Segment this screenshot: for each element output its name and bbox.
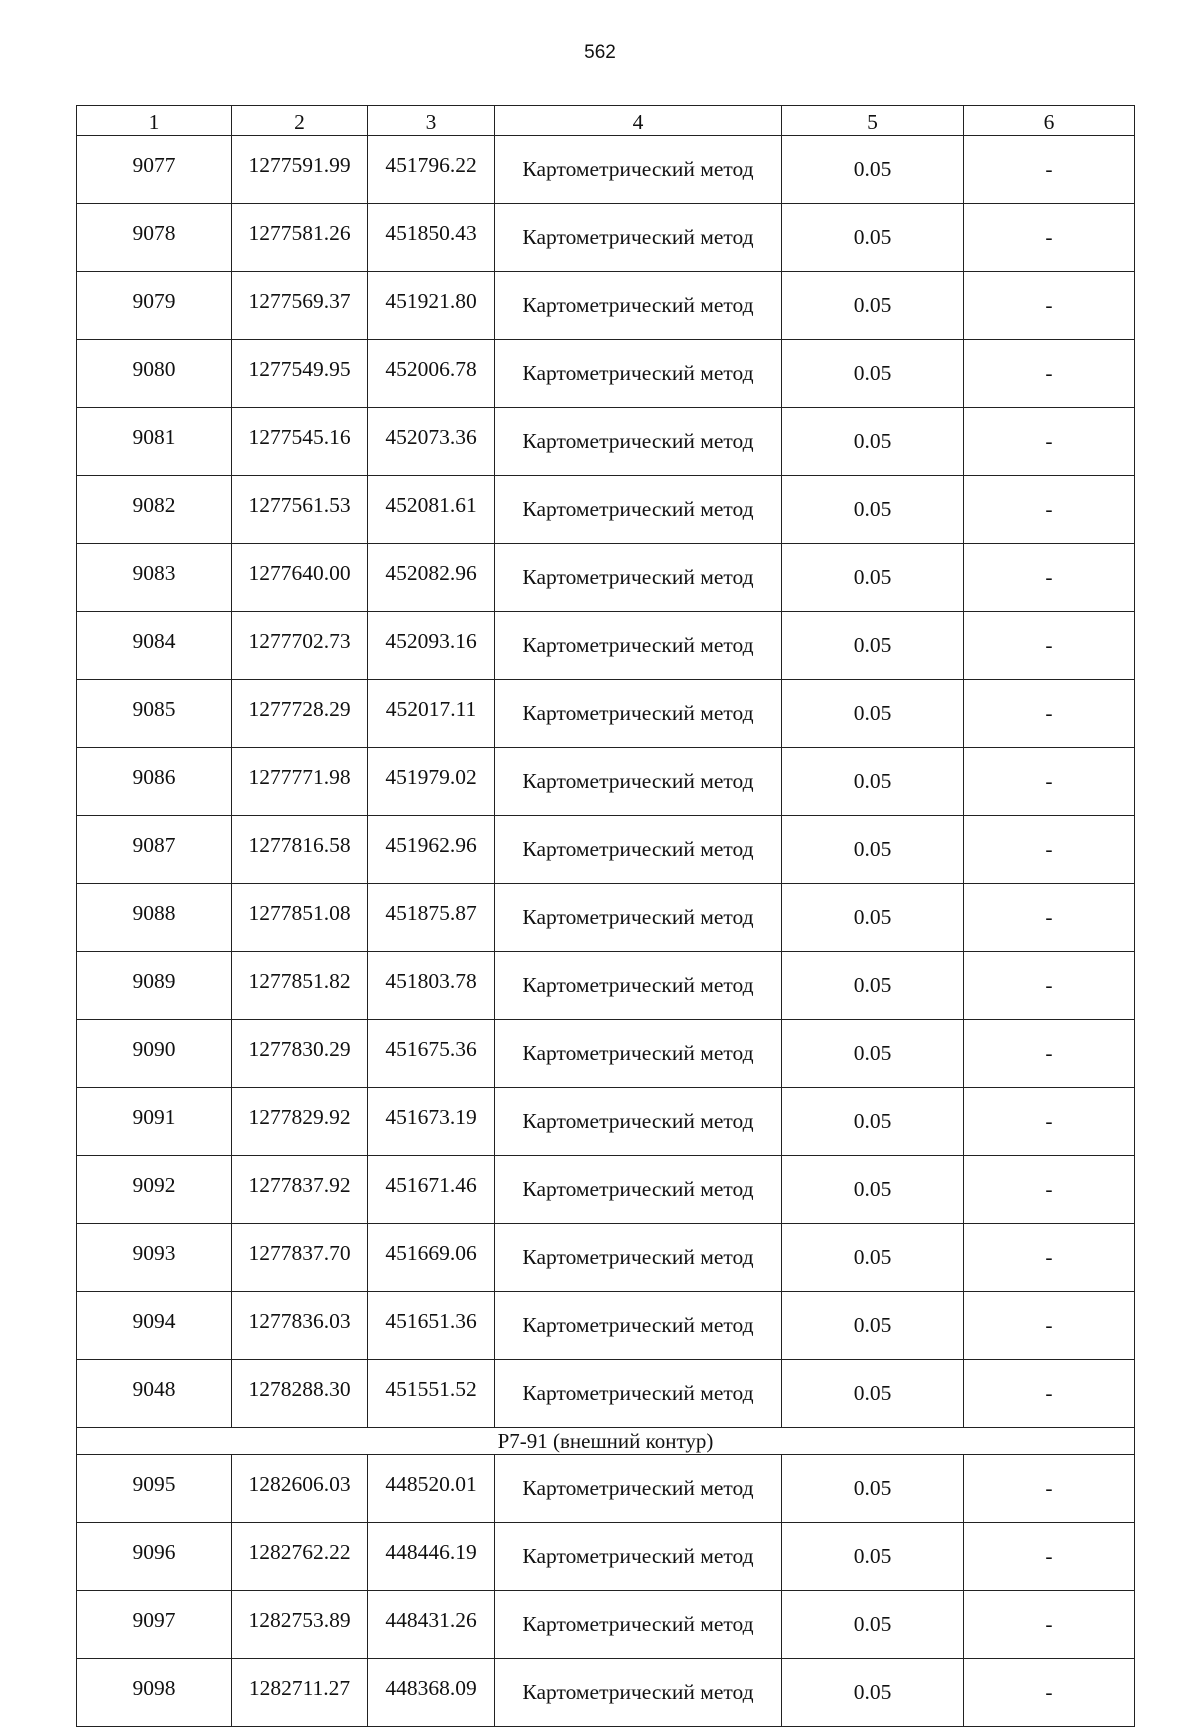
note-cell: - [964,1156,1135,1224]
note-cell: - [964,476,1135,544]
point-id-cell: 9089 [77,952,232,1020]
point-id-cell: 9079 [77,272,232,340]
error-cell: 0.05 [782,1088,964,1156]
x-coordinate-cell: 1277561.53 [232,476,368,544]
error-cell: 0.05 [782,1360,964,1428]
y-coordinate-cell: 451671.46 [368,1156,495,1224]
header-cell: 6 [964,106,1135,136]
note-cell: - [964,612,1135,680]
method-cell: Картометрический метод [495,476,782,544]
table-row [77,1292,1135,1360]
method-cell: Картометрический метод [495,408,782,476]
note-cell: - [964,408,1135,476]
error-cell: 0.05 [782,952,964,1020]
y-coordinate-cell: 451962.96 [368,816,495,884]
error-cell: 0.05 [782,1224,964,1292]
method-cell: Картометрический метод [495,1659,782,1727]
y-coordinate-cell: 451651.36 [368,1292,495,1360]
table-row [77,952,1135,1020]
note-cell: - [964,1292,1135,1360]
header-row [77,106,1135,136]
error-cell: 0.05 [782,1292,964,1360]
point-id-cell: 9086 [77,748,232,816]
table-row [77,1659,1135,1727]
section-body [77,1428,1135,1455]
table-row [77,1591,1135,1659]
header-cell: 1 [77,106,232,136]
note-cell: - [964,816,1135,884]
y-coordinate-cell: 451921.80 [368,272,495,340]
table-row [77,340,1135,408]
table-row [77,204,1135,272]
table-row [77,884,1135,952]
point-id-cell: 9081 [77,408,232,476]
point-id-cell: 9098 [77,1659,232,1727]
y-coordinate-cell: 451875.87 [368,884,495,952]
y-coordinate-cell: 451675.36 [368,1020,495,1088]
error-cell: 0.05 [782,204,964,272]
point-id-cell: 9094 [77,1292,232,1360]
table-row [77,1224,1135,1292]
table-row [77,816,1135,884]
y-coordinate-cell: 451669.06 [368,1224,495,1292]
y-coordinate-cell: 451673.19 [368,1088,495,1156]
method-cell: Картометрический метод [495,680,782,748]
point-id-cell: 9095 [77,1455,232,1523]
x-coordinate-cell: 1277836.03 [232,1292,368,1360]
note-cell: - [964,544,1135,612]
method-cell: Картометрический метод [495,1156,782,1224]
y-coordinate-cell: 451850.43 [368,204,495,272]
point-id-cell: 9093 [77,1224,232,1292]
x-coordinate-cell: 1277728.29 [232,680,368,748]
method-cell: Картометрический метод [495,204,782,272]
error-cell: 0.05 [782,1156,964,1224]
point-id-cell: 9085 [77,680,232,748]
note-cell: - [964,272,1135,340]
note-cell: - [964,1224,1135,1292]
section-row [77,1428,1135,1455]
method-cell: Картометрический метод [495,1455,782,1523]
y-coordinate-cell: 451796.22 [368,136,495,204]
method-cell: Картометрический метод [495,816,782,884]
x-coordinate-cell: 1282762.22 [232,1523,368,1591]
x-coordinate-cell: 1277851.82 [232,952,368,1020]
y-coordinate-cell: 448520.01 [368,1455,495,1523]
x-coordinate-cell: 1277830.29 [232,1020,368,1088]
note-cell: - [964,136,1135,204]
y-coordinate-cell: 452017.11 [368,680,495,748]
error-cell: 0.05 [782,1591,964,1659]
method-cell: Картометрический метод [495,612,782,680]
header-cell: 3 [368,106,495,136]
error-cell: 0.05 [782,544,964,612]
error-cell: 0.05 [782,1523,964,1591]
note-cell: - [964,680,1135,748]
point-id-cell: 9096 [77,1523,232,1591]
y-coordinate-cell: 448446.19 [368,1523,495,1591]
method-cell: Картометрический метод [495,952,782,1020]
x-coordinate-cell: 1277702.73 [232,612,368,680]
section-title: Р7-91 (внешний контур) [77,1428,1135,1455]
x-coordinate-cell: 1277837.92 [232,1156,368,1224]
table-row [77,1360,1135,1428]
error-cell: 0.05 [782,1455,964,1523]
table-row [77,476,1135,544]
x-coordinate-cell: 1277816.58 [232,816,368,884]
y-coordinate-cell: 452093.16 [368,612,495,680]
table-row [77,1088,1135,1156]
table-row [77,680,1135,748]
x-coordinate-cell: 1277569.37 [232,272,368,340]
note-cell: - [964,1523,1135,1591]
x-coordinate-cell: 1277640.00 [232,544,368,612]
point-id-cell: 9083 [77,544,232,612]
error-cell: 0.05 [782,340,964,408]
table-row [77,272,1135,340]
point-id-cell: 9080 [77,340,232,408]
table-row [77,612,1135,680]
x-coordinate-cell: 1277851.08 [232,884,368,952]
table-body-a [77,136,1135,1428]
error-cell: 0.05 [782,1659,964,1727]
x-coordinate-cell: 1282711.27 [232,1659,368,1727]
y-coordinate-cell: 452006.78 [368,340,495,408]
method-cell: Картометрический метод [495,272,782,340]
method-cell: Картометрический метод [495,884,782,952]
table-row [77,1523,1135,1591]
method-cell: Картометрический метод [495,1523,782,1591]
table-row [77,1455,1135,1523]
y-coordinate-cell: 451803.78 [368,952,495,1020]
method-cell: Картометрический метод [495,1292,782,1360]
y-coordinate-cell: 452073.36 [368,408,495,476]
y-coordinate-cell: 452081.61 [368,476,495,544]
table-row [77,136,1135,204]
method-cell: Картометрический метод [495,544,782,612]
note-cell: - [964,1455,1135,1523]
table-row [77,1156,1135,1224]
method-cell: Картометрический метод [495,340,782,408]
header-cell: 5 [782,106,964,136]
point-id-cell: 9090 [77,1020,232,1088]
note-cell: - [964,884,1135,952]
error-cell: 0.05 [782,612,964,680]
note-cell: - [964,748,1135,816]
error-cell: 0.05 [782,884,964,952]
x-coordinate-cell: 1277771.98 [232,748,368,816]
y-coordinate-cell: 451979.02 [368,748,495,816]
table-row [77,544,1135,612]
x-coordinate-cell: 1282606.03 [232,1455,368,1523]
note-cell: - [964,1020,1135,1088]
table-row [77,748,1135,816]
x-coordinate-cell: 1277581.26 [232,204,368,272]
error-cell: 0.05 [782,136,964,204]
point-id-cell: 9078 [77,204,232,272]
x-coordinate-cell: 1277837.70 [232,1224,368,1292]
y-coordinate-cell: 448431.26 [368,1591,495,1659]
method-cell: Картометрический метод [495,136,782,204]
note-cell: - [964,204,1135,272]
x-coordinate-cell: 1277549.95 [232,340,368,408]
method-cell: Картометрический метод [495,1591,782,1659]
method-cell: Картометрический метод [495,1020,782,1088]
error-cell: 0.05 [782,816,964,884]
method-cell: Картометрический метод [495,1224,782,1292]
error-cell: 0.05 [782,1020,964,1088]
method-cell: Картометрический метод [495,1360,782,1428]
error-cell: 0.05 [782,680,964,748]
point-id-cell: 9082 [77,476,232,544]
y-coordinate-cell: 448368.09 [368,1659,495,1727]
header-cell: 2 [232,106,368,136]
method-cell: Картометрический метод [495,1088,782,1156]
x-coordinate-cell: 1277545.16 [232,408,368,476]
y-coordinate-cell: 452082.96 [368,544,495,612]
table-row [77,1020,1135,1088]
error-cell: 0.05 [782,476,964,544]
method-cell: Картометрический метод [495,748,782,816]
page-number: 562 [584,42,616,63]
note-cell: - [964,952,1135,1020]
note-cell: - [964,1659,1135,1727]
error-cell: 0.05 [782,408,964,476]
point-id-cell: 9077 [77,136,232,204]
table-body-b [77,1455,1135,1727]
error-cell: 0.05 [782,272,964,340]
x-coordinate-cell: 1278288.30 [232,1360,368,1428]
table-row [77,408,1135,476]
point-id-cell: 9084 [77,612,232,680]
point-id-cell: 9088 [77,884,232,952]
header-cell: 4 [495,106,782,136]
error-cell: 0.05 [782,748,964,816]
point-id-cell: 9048 [77,1360,232,1428]
note-cell: - [964,1360,1135,1428]
coordinates-table [76,105,1135,1727]
note-cell: - [964,1591,1135,1659]
y-coordinate-cell: 451551.52 [368,1360,495,1428]
x-coordinate-cell: 1277829.92 [232,1088,368,1156]
note-cell: - [964,1088,1135,1156]
point-id-cell: 9091 [77,1088,232,1156]
x-coordinate-cell: 1282753.89 [232,1591,368,1659]
note-cell: - [964,340,1135,408]
point-id-cell: 9097 [77,1591,232,1659]
point-id-cell: 9087 [77,816,232,884]
x-coordinate-cell: 1277591.99 [232,136,368,204]
point-id-cell: 9092 [77,1156,232,1224]
